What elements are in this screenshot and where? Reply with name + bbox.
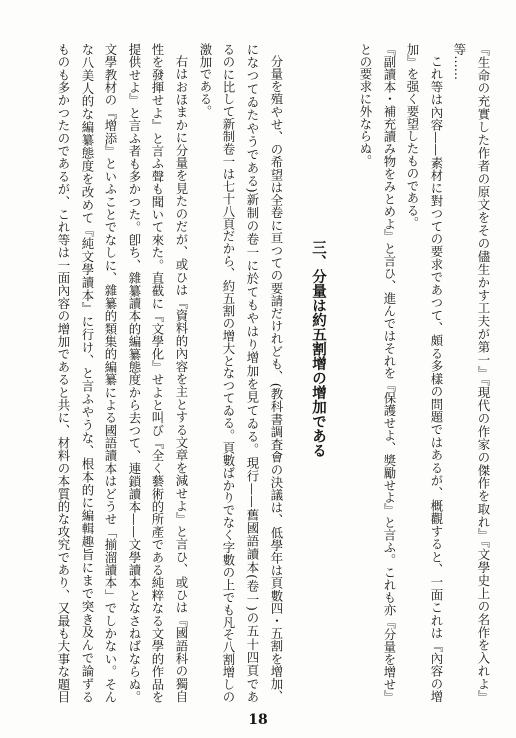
text-column: 性を發揮せよ』と言ふ聲も聞いて來た。直截に『文學化』せよと叫び『全く藝術的所產である純粹なる文學的作品を [150,43,165,703]
text-column: 文學教材の『增添』といふことでなしに、雜纂的類集的編纂による國語讀本はどうせ「揃溜讀本」でしかない。そん [103,43,118,703]
text-column: ものも多かつたのであるが、これ等は一面內容の增加であると共に、材料の本質的な攻究であり、又最も大事な題目 [56,43,71,703]
text-column: 提供せよ』と言ふ者も多かつた。卽ち、雜纂讀本的編纂態度から去つて、連鎖讀本——文學讀本となさねばならぬ。 [127,43,142,703]
page-number: 18 [248,712,268,728]
text-column: 『副讀本・補充讀み物をみとめよ』と言ひ、進んではそれを『保護せよ、獎勵せよ』と言ふ。これも亦『分量を增せ』 [382,43,397,703]
text-column: になつてゐたやうである)新制の卷一に於てもやはり增加を見てゐる。現行——舊國語讀本(卷一)の五十四頁であ [245,43,260,703]
text-column: るのに比して新制卷一は七十八頁だから、約五割の增大となつてゐる。頁數ばかりでなく字數の上でも凡そ八割增しの [221,43,236,703]
text-column: な八美人的な編纂態度を改めて『純文學讀本』に行け、と言ふやうな、根本的に編輯趣旨にまで突き及んで論ずる [80,43,95,703]
text-column: 分量を殖やせ、の希望は全卷に亘つての要請だけれども、(教科書調査會の決議は、低學年は頁數四・五割を增加、 [269,55,284,703]
text-column: 加』を强く要望したものである。 [405,43,420,229]
text-column: 等…… [452,43,467,81]
text-column: これ等は內容——素材に對つての要求であつて、頗る多樣の問題ではあるが、概觀すると、一面これは『內容の增 [429,55,444,703]
text-column: との要求に外ならぬ。 [358,43,373,167]
section-heading: 三、分量は約五割增の增加である [310,240,326,458]
text-column: 右はおほまかに分量を見たのだが、或ひは『資料的內容を主とする文章を減せよ』と言ひ、或ひは『國語科の獨自 [174,55,189,703]
text-column: 『生命の充實した作者の原文をその儘生かす工夫が第一』『現代の作家の傑作を取れ』『文學史上の名作を入れよ』 [476,43,491,703]
text-column: 激加である。 [198,43,213,118]
